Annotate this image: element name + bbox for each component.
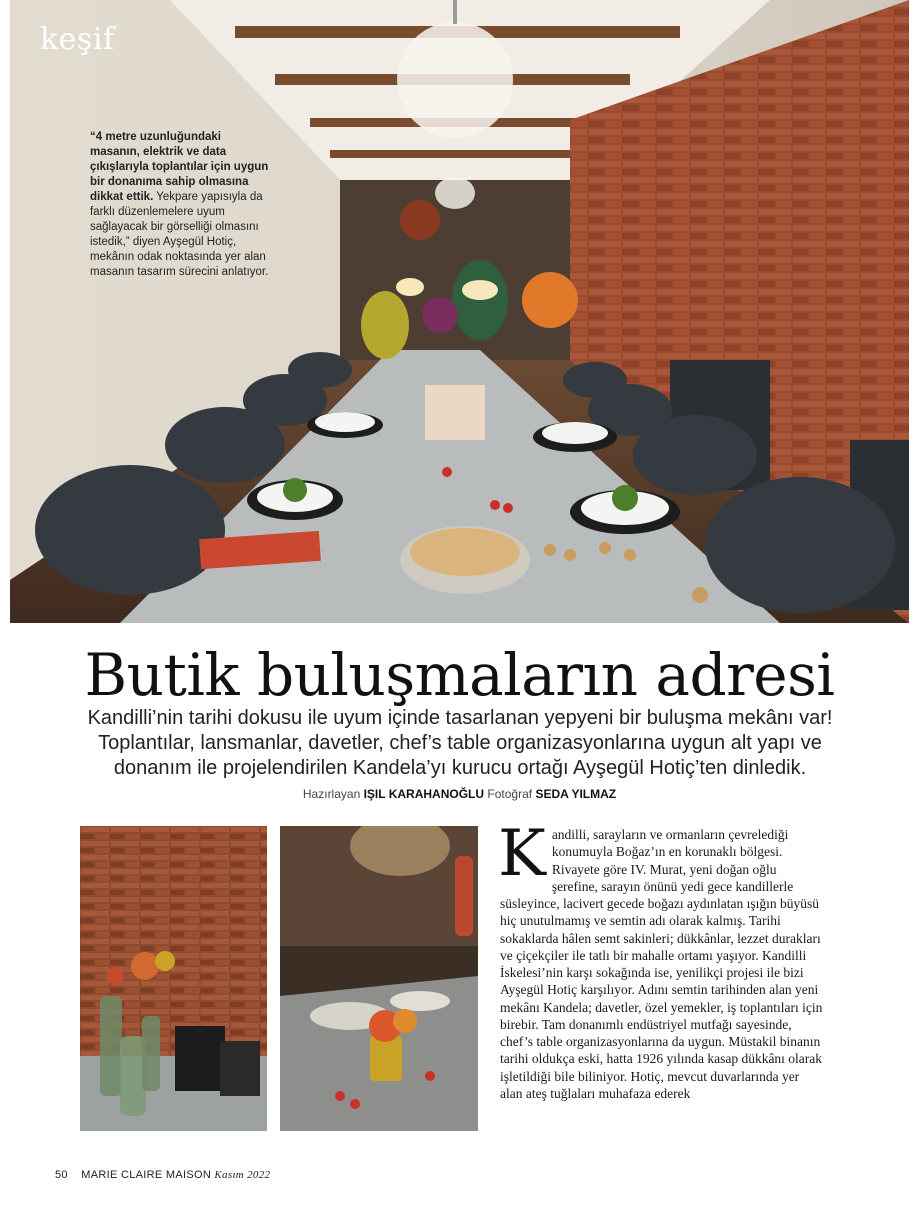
page-number: 50 [55,1169,68,1181]
issue-date: Kasım 2022 [214,1169,271,1181]
article-body [498,817,825,1102]
photo-left [80,826,267,1131]
credits-author: IŞIL KARAHANOĞLU [363,787,485,801]
photo-right-illustration [280,826,478,1131]
photo-left-illustration [80,826,267,1131]
article-body-text: andilli, sarayların ve ormanların çevrelediği konumuyla Boğaz’ın en korunaklı bölgesi. Rivayete göre IV. Murat, yeni doğan oğlu şerefine, sarayın önünü yedi gece kandillerle süsleyince, lacivert gecede boğazı aydınlatan ışığın büyüsü hiç unutulmamış ve semtin adı olarak kalmış. Tarihi sokaklarda hâlen semt sakinleri; dükkânlar, lezzet durakları ve çiçekçiler ile tatlı bir mahalle ortamı yaşıyor. Kandilli İskelesi’nin karşı sokağında ise, yenilikçi projesi ile bizi Ayşegül Hotiç karşılıyor. Adını semtin tarihinden alan yeni mekânı Kandela; davetler, özel yemekler, iş toplantıları için birebir. Tam donanımlı endüstriyel mutfağı sayesinde, chef’s table organizasyonlarına da uygun. Müstakil binanın tarihi oldukça eski, hatta 1926 yılında kasap dükkânı olarak işletildiği bile biliniyor. Hotiç, mevcut duvarlarında yer alan ateş tuğlaları muhafaza ederek [500,827,823,1101]
article-deck: Kandilli’nin tarihi dokusu ile uyum içinde tasarlanan yepyeni bir buluşma mekânı var! Toplantılar, lansmanlar, davetler, chef’s table organizasyonlarına uygun alt yapı ve donanım ile projelendirilen Kandela’yı kurucu ortağı Ayşegül Hotiç’ten dinledik. [87,707,833,779]
credits-photographer: SEDA YILMAZ [535,787,617,801]
pull-quote [90,130,270,280]
magazine-name: MARIE CLAIRE MAISON [81,1169,212,1181]
credits [0,787,919,801]
section-tag: keşif [40,22,115,57]
page-footer [55,1169,270,1181]
hero-photo [10,0,909,623]
pull-quote-bold: “4 metre uzunluğundaki masanın, elektrik ve data çıkışlarıyla toplantılar için uygun bir donanıma sahip olmasına dikkat ettik. [90,131,269,203]
hero-illustration [10,0,909,623]
pull-quote-regular: Yekpare yapısıyla da farklı düzenlemelere uyum sağlayacak bir görselliği olmasını istedik,” diyen Ayşegül Hotiç, mekânın odak noktasında yer alan masanın tasarım sürecini anlatıyor. [90,191,269,278]
drop-cap: K [498,817,546,891]
credits-photo-label: Fotoğraf [487,787,533,801]
article-title: Butik buluşmaların adresi [84,641,835,709]
photo-right [280,826,478,1131]
credits-prepared-label: Hazırlayan [302,787,361,801]
